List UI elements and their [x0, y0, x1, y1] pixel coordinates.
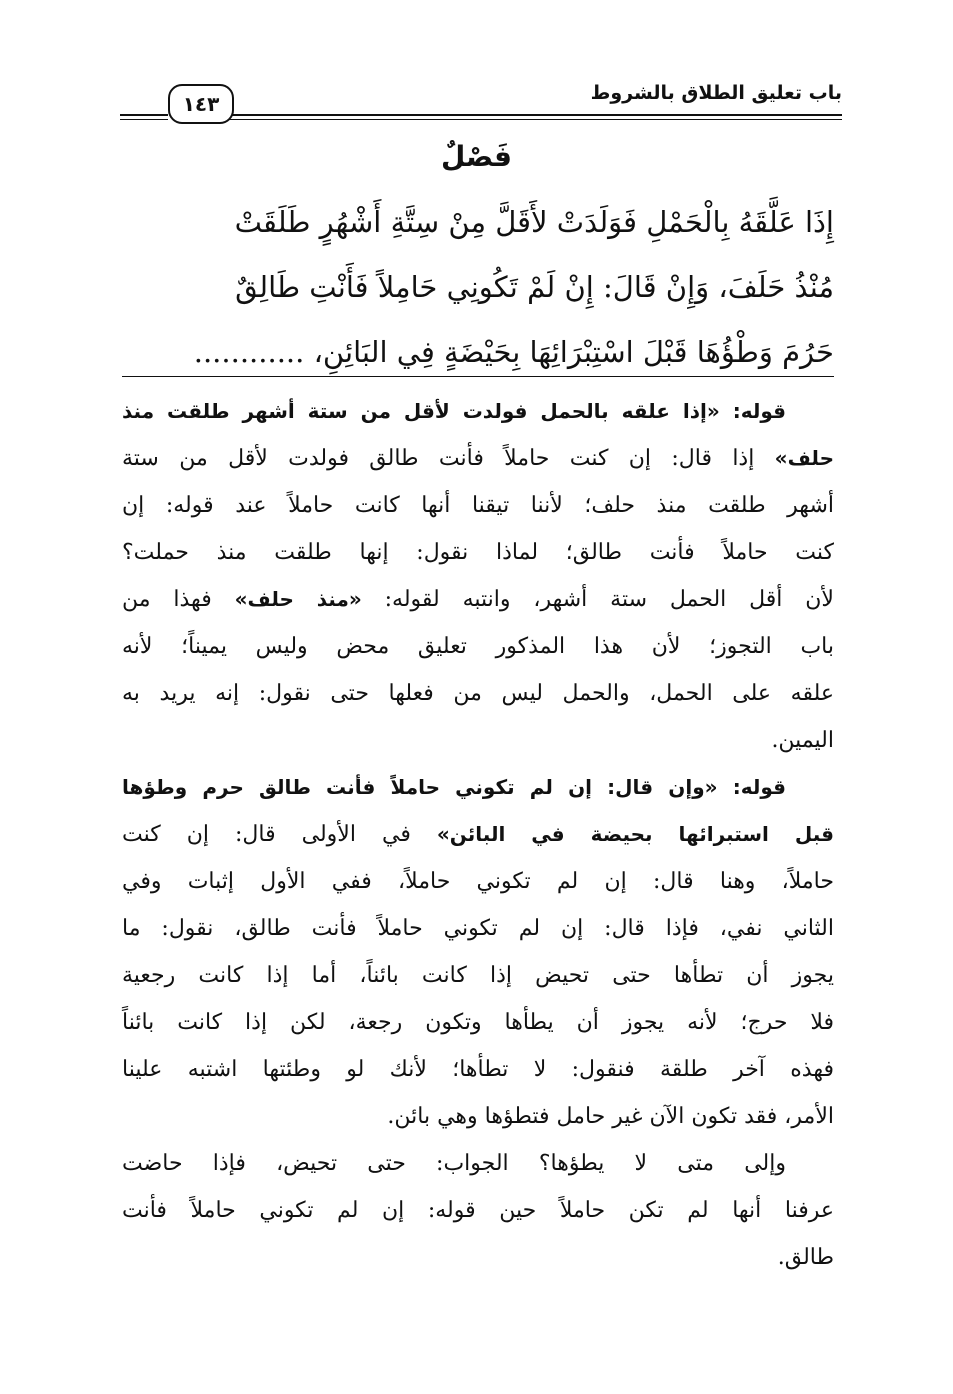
commentary-line: عرفنا أنها لم تكن حاملاً حين قوله: إن لم تكوني حاملاً فأنت [122, 1198, 834, 1223]
commentary-line: حاملاً، وهنا قال: إن لم تكوني حاملاً، ففي الأول إثبات وفي [122, 869, 834, 894]
commentary-line: علقه على الحمل، والحمل ليس من فعلها حتى نقول: إنه يريد به [122, 681, 834, 706]
commentary-line [122, 764, 834, 811]
matn-text [122, 190, 834, 385]
quoted-matn: «منذ حلف» [234, 587, 362, 611]
commentary-text: فهذا من [122, 587, 235, 612]
running-header [120, 78, 842, 124]
page-number: ١٤٣ [168, 84, 234, 124]
matn-line: إِذَا عَلَّقَهُ بِالْحَمْلِ فَوَلَدَتْ لأَقَلَّ مِنْ سِتَّةِ أَشْهُرٍ طَلَقَتْ [234, 205, 834, 239]
quoted-matn: حلف» [774, 446, 834, 470]
matn-divider [122, 376, 834, 377]
matn-line: حَرُمَ وَطْؤُهَا قَبْلَ اسْتِبْرَائِهَا بِحَيْضَةٍ فِي البَائِنِ، ............ [193, 335, 834, 369]
commentary-line: الثاني نفي، فإذا قال: إن لم تكوني حاملاً فأنت طالق، نقول: ما [122, 916, 834, 941]
chapter-title: باب تعليق الطلاق بالشروط [590, 82, 842, 104]
commentary-line: طالق. [777, 1245, 834, 1270]
quoted-matn: قوله: «وإن قال: إن لم تكوني حاملاً فأنت طالق حرم وطؤها [122, 775, 786, 799]
commentary-line [122, 576, 834, 623]
commentary-line: باب التجوز؛ لأن هذا المذكور تعليق محض وليس يميناً؛ لأنه [122, 634, 834, 659]
commentary-paragraph-3 [122, 1140, 834, 1281]
header-rule-left-thin [120, 119, 168, 120]
commentary-line [122, 435, 834, 482]
matn-line: مُنْذُ حَلَفَ، وَإِنْ قَالَ: إِنْ لَمْ تَكُونِي حَامِلاً فَأَنْتِ طَالِقٌ [235, 270, 834, 304]
quoted-matn: قبل استبرائها بحيضة في البائن» [436, 822, 834, 846]
commentary-text: إذا قال: إن كنت حاملاً فأنت طالق فولدت لأقل من ستة [122, 446, 775, 471]
commentary-paragraph-2 [122, 764, 834, 1140]
commentary-line: الأمر، فقد تكون الآن غير حامل فتطؤها وهي بائن. [387, 1104, 834, 1129]
commentary-line: يجوز أن تطأها حتى تحيض إذا كانت بائناً، أما إذا كانت رجعية [122, 963, 834, 988]
commentary-line: اليمين. [771, 728, 834, 753]
commentary-line: أشهر طلقت منذ حلف؛ لأننا تيقنا أنها كانت حاملاً عند قوله: إن [122, 493, 834, 518]
quoted-matn: قوله: «إذا علقه بالحمل فولدت لأقل من ستة أشهر طلقت منذ [122, 399, 786, 423]
commentary-line [122, 811, 834, 858]
header-rule-left [120, 114, 168, 116]
header-rule-thin [226, 119, 842, 120]
commentary-line: فلا حرج؛ لأنه يجوز أن يطأها وتكون رجعة، لكن إذا كانت بائناً [122, 1010, 834, 1035]
commentary-line: فهذه آخر طلقة فنقول: لا تطأها؛ لأنك لو وطئتها اشتبه علينا [122, 1057, 834, 1082]
commentary-line: كنت حاملاً فأنت طالق؛ لماذا نقول: إنها طلقت منذ حملت؟ [122, 540, 834, 565]
commentary-line [122, 388, 834, 435]
commentary-paragraph-1 [122, 388, 834, 764]
commentary-text: في الأولى قال: إن كنت [122, 822, 437, 847]
commentary-text: لأن أقل الحمل ستة أشهر، وانتبه لقوله: [361, 587, 834, 612]
commentary [122, 388, 834, 1281]
section-heading: فَصْلٌ [441, 140, 512, 173]
header-rule [226, 114, 842, 116]
commentary-line: وإلى متى لا يطؤها؟ الجواب: حتى تحيض، فإذا حاضت [122, 1151, 786, 1176]
